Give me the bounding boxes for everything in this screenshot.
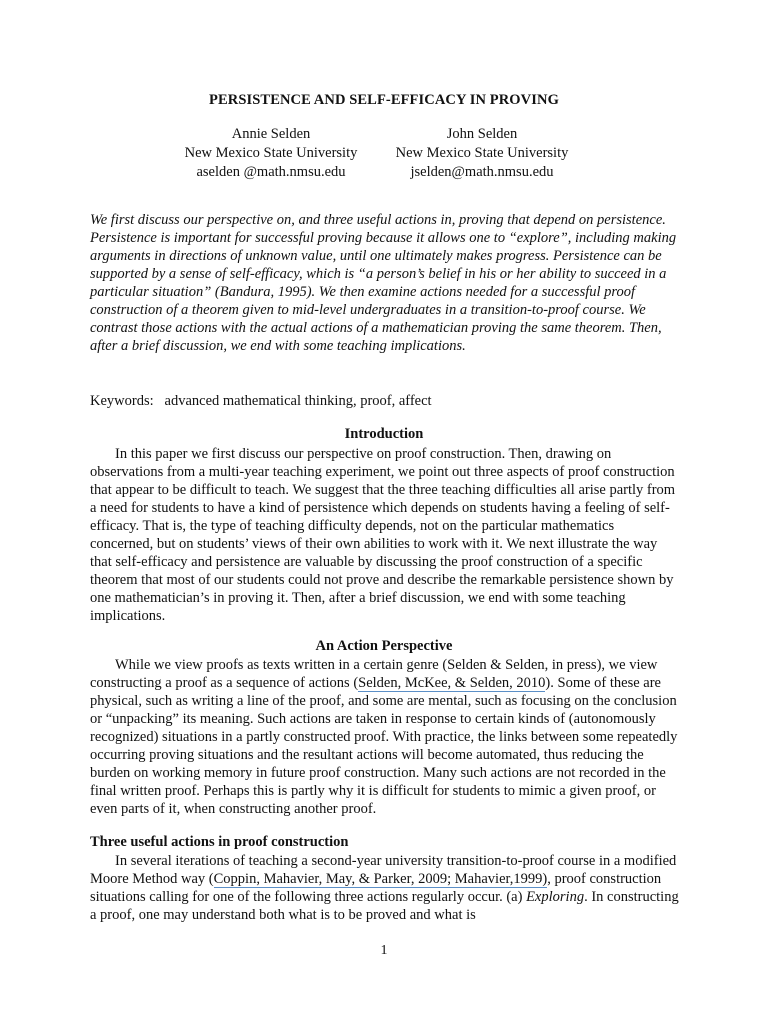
paragraph-text: While we view proofs as texts written in a certain genre (Selden & Selden, in press), we view constructing a proof as a sequence of actions ( xyxy=(90,657,658,691)
author-email: aselden @math.nmsu.edu xyxy=(196,164,346,180)
paragraph-text: , proof construction situations calling for one of the following three actions regularly occur. (a) xyxy=(90,871,662,905)
paragraph-text: In several iterations of teaching a second-year university transition-to-proof course in a modified Moore Method way ( xyxy=(90,853,677,887)
citation-link[interactable]: Selden, McKee, & Selden, 2010 xyxy=(358,675,546,691)
keywords-label: Keywords: xyxy=(90,393,154,409)
abstract: We first discuss our perspective on, and three useful actions in, proving that depend on persistence. Persistence is important for successful proving because it allows one to “explore”, including making arguments in directions of unknown value, until one ultimately makes progress. Persistence can be supported by a sense of self-efficacy, which is “a person’s belief in his or her ability to succeed in a particular situation” (Bandura, 1995). We then examine actions needed for a successful proof construction of a theorem given to mid-level undergraduates in a transition-to-proof course. We contrast those actions with the actual actions of a mathematician proving the same theorem. Then, after a brief discussion, we end with some teaching implications. xyxy=(90,212,677,354)
three-actions-paragraph xyxy=(90,852,680,924)
paper-title: PERSISTENCE AND SELF-EFFICACY IN PROVING xyxy=(209,92,559,108)
three-actions-heading: Three useful actions in proof construction xyxy=(90,834,349,850)
author-email: jselden@math.nmsu.edu xyxy=(410,164,554,180)
paragraph-text: . In constructing a proof, one may understand both what is to be proved and what is xyxy=(90,889,679,923)
author-block-2 xyxy=(352,125,612,182)
citation-link[interactable]: Coppin, Mahavier, May, & Parker, 2009; Mahavier,1999) xyxy=(213,871,548,887)
author-name: Annie Selden xyxy=(231,126,311,142)
action-perspective-heading: An Action Perspective xyxy=(315,638,453,654)
italic-term: Exploring xyxy=(526,889,585,905)
keywords-line xyxy=(90,392,680,410)
introduction-heading: Introduction xyxy=(344,426,424,442)
action-perspective-paragraph xyxy=(90,656,680,818)
keywords-list: advanced mathematical thinking, proof, affect xyxy=(164,393,432,409)
author-affiliation: New Mexico State University xyxy=(184,145,358,161)
paragraph-text: ). Some of these are physical, such as writing a line of the proof, and some are mental, such as focusing on the conclusion or “unpacking” its meaning. Such actions are taken in response to certain kinds of (autonomously recognized) situations in a partly constructed proof. With practice, the links between some repeatedly occurring proving situations and the resultant actions will become automated, thus reducing the burden on working memory in future proof construction. Many such actions are not recorded in the final written proof. Perhaps this is partly why it is difficult for students to mimic a given proof, or even parts of it, when constructing another proof. xyxy=(90,675,678,817)
page-number: 1 xyxy=(380,943,388,958)
author-affiliation: New Mexico State University xyxy=(395,145,569,161)
introduction-paragraph: In this paper we first discuss our perspective on proof construction. Then, drawing on observations from a multi-year teaching experiment, we point out three aspects of proof construction that appear to be difficult to teach. We suggest that the three teaching difficulties all arise partly from a need for students to have a kind of persistence which depends on students having a feeling of self-efficacy. That is, the type of teaching difficulty depends, not on the particular mathematics concerned, but on students’ views of their own abilities to work with it. We next illustrate the way that self-efficacy and persistence are valuable by discussing the proof construction of a specific theorem that most of our students could not prove and describe the remarkable persistence shown by one mathematician’s in proving it. Then, after a brief discussion, we end with some teaching implications. xyxy=(90,446,676,624)
author-name: John Selden xyxy=(446,126,518,142)
